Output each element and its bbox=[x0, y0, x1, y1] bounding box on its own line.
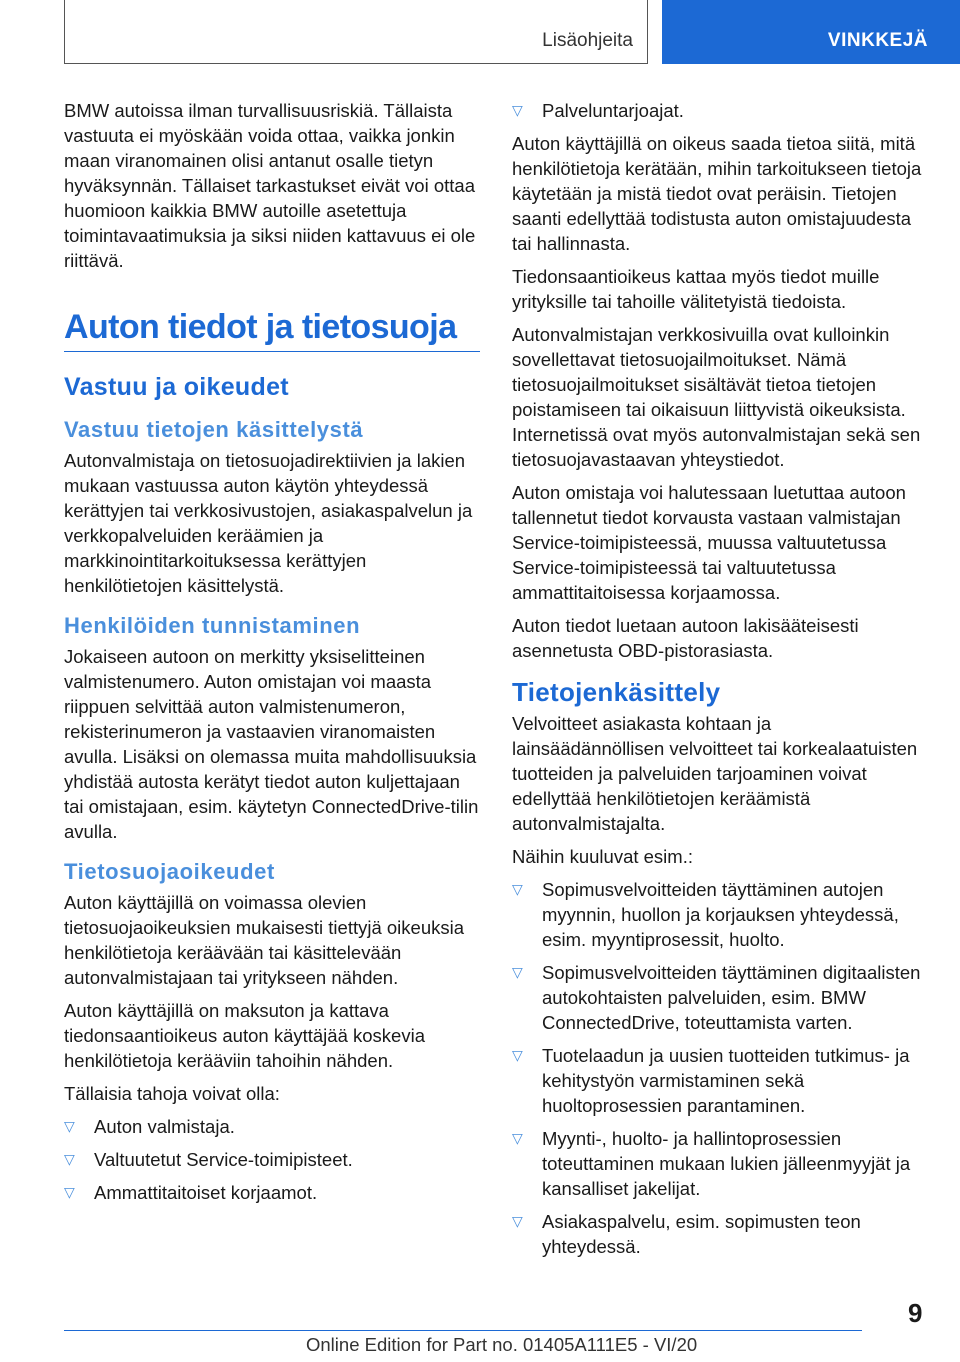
paragraph-data-readout: Auton omistaja voi halutessaan luetuttaa autoon tallennetut tiedot korvausta vastaan valmistajan Service-toimipisteessä, muussa valtuutetussa Service-toimipisteessä tai valtuutetussa ammattitaitoisessa korjaamossa. bbox=[512, 482, 906, 603]
triangle-down-icon: ▽ bbox=[512, 1047, 523, 1063]
triangle-down-icon: ▽ bbox=[512, 1213, 523, 1229]
header-tab bbox=[662, 0, 960, 64]
paragraph-privacy-rights-2: Auton käyttäjillä on maksuton ja kattava tiedonsaantioikeus auton käyttäjää koskevia henkilötietoja kerääviin tahoihin nähden. bbox=[64, 1000, 425, 1071]
list-item: ▽ Sopimusvelvoitteiden täyttäminen digitaalisten autokohtaisten palveluiden, esim. BMW ConnectedDrive, toteuttamista varten. bbox=[512, 962, 921, 1033]
list-item: ▽ Palveluntarjoajat. bbox=[512, 100, 684, 121]
subheading-identification: Henkilöiden tunnistaminen bbox=[64, 613, 361, 638]
list-item: ▽ Myynti-, huolto- ja hallintoprosessien toteuttaminen mukaan lukien jälleenmyyjät ja kansalliset jakelijat. bbox=[512, 1128, 911, 1199]
triangle-down-icon: ▽ bbox=[512, 964, 523, 980]
main-title: Auton tiedot ja tietosuoja bbox=[64, 307, 480, 352]
header-section-box bbox=[64, 0, 648, 64]
list-item: ▽ Tuotelaadun ja uusien tuotteiden tutkimus- ja kehitystyön varmistaminen sekä huoltoprosessien parantaminen. bbox=[512, 1045, 910, 1116]
list-item: ▽ Asiakaspalvelu, esim. sopimusten teon yhteydessä. bbox=[512, 1211, 861, 1257]
section-title-rights: Vastuu ja oikeudet bbox=[64, 373, 289, 401]
triangle-down-icon: ▽ bbox=[64, 1151, 75, 1167]
footer-divider bbox=[64, 1330, 862, 1331]
footer-edition-text: Online Edition for Part no. 01405A111E5 - VI/20 bbox=[306, 1334, 698, 1355]
intro-paragraph: BMW autoissa ilman turvallisuusriskiä. Tällaista vastuuta ei myöskään voida ottaa, vaikka jonkin maan viranomainen olisi antanut osalle tietyn hyväksynnän. Tällaiset tarkastukset eivät voi ottaa huomioon kaikkia BMW autoille asetettuja toimintavaatimuksia ja siksi niiden kattavuus ei ole riittävä. bbox=[64, 100, 476, 271]
paragraph-privacy-rights-3: Tällaisia tahoja voivat olla: bbox=[64, 1083, 280, 1104]
paragraph-access-scope: Tiedonsaantioikeus kattaa myös tiedot muille yrityksille tai tahoille välitetyistä tiedoista. bbox=[512, 266, 880, 312]
list-item: ▽ Sopimusvelvoitteiden täyttäminen autojen myynnin, huollon ja korjauksen yhteydessä, esim. myyntiprosessit, huolto. bbox=[512, 879, 899, 950]
triangle-down-icon: ▽ bbox=[64, 1118, 75, 1134]
triangle-down-icon: ▽ bbox=[64, 1184, 75, 1200]
left-column bbox=[64, 98, 480, 1213]
triangle-down-icon: ▽ bbox=[512, 881, 523, 897]
paragraph-processing: Velvoitteet asiakasta kohtaan ja lainsäädännöllisen velvoitteet tai korkealaatuisten tuotteiden ja palveluiden tarjoaminen voivat edellyttää henkilötietojen keräämistä autonvalmistajalta. bbox=[512, 713, 918, 834]
paragraph-obd: Auton tiedot luetaan autoon lakisääteisesti asennetusta OBD-pistorasiasta. bbox=[512, 615, 859, 661]
triangle-down-icon: ▽ bbox=[512, 1130, 523, 1146]
right-column bbox=[512, 98, 926, 1267]
subheading-privacy-rights: Tietosuojaoikeudet bbox=[64, 859, 275, 884]
list-item: ▽ Ammattitaitoiset korjaamot. bbox=[64, 1182, 318, 1203]
triangle-down-icon: ▽ bbox=[512, 102, 523, 118]
list-item: ▽ Valtuutetut Service-toimipisteet. bbox=[64, 1149, 353, 1170]
header-section-label: Lisäohjeita bbox=[542, 30, 633, 51]
paragraph-access-right: Auton käyttäjillä on oikeus saada tietoa siitä, mitä henkilötietoja kerätään, mihin tarkoitukseen tietoja käytetään ja mistä tiedot ovat peräisin. Tietojen saanti edellyttää todistusta auton omistajuudesta tai hallinnasta. bbox=[512, 133, 922, 254]
header-tab-label: VINKKEJÄ bbox=[827, 30, 928, 51]
section-title-processing: Tietojenkäsittely bbox=[512, 677, 721, 707]
paragraph-privacy-rights-1: Auton käyttäjillä on voimassa olevien tietosuojaoikeuksien mukaisesti tiettyjä oikeuksia henkilötietoja keräävään tai käsittelevään autonvalmistajaan tai yritykseen nähden. bbox=[64, 892, 465, 988]
page-number: 9 bbox=[908, 1298, 923, 1328]
paragraph-data-handling: Autonvalmistaja on tietosuojadirektiivien ja lakien mukaan vastuussa auton käytön yhteydessä kerättyjen tai verkkosivustojen, asiakaspalvelun ja verkkopalveluiden keräämien ja markkinointitarkoituksessa kerättyjen henkilötietojen käsittelystä. bbox=[64, 450, 473, 596]
list-item: ▽ Auton valmistaja. bbox=[64, 1116, 235, 1137]
paragraph-privacy-notices: Autonvalmistajan verkkosivuilla ovat kulloinkin sovellettavat tietosuojailmoitukset. Nämä tietosuojailmoitukset sisältävät tietoa tietojen poistamiseen tai oikaisuun liittyvistä oikeuksista. Internetissä ovat myös autonvalmistajan sekä sen tietosuojavastaavan yhteystiedot. bbox=[512, 324, 921, 470]
subheading-data-handling: Vastuu tietojen käsittelystä bbox=[64, 417, 364, 442]
paragraph-identification: Jokaiseen autoon on merkitty yksiselitteinen valmistenumero. Auton omistajan voi maasta riippuen selvittää auton valmistenumeron, rekisterinumeron ja vastaavien viranomaisten avulla. Lisäksi on olemassa muita mahdollisuuksia yhdistää autosta kerätyt tiedot auton kuljettajaan tai omistajaan, esim. käytetyn ConnectedDrive-tilin avulla. bbox=[64, 646, 479, 842]
paragraph-examples: Näihin kuuluvat esim.: bbox=[512, 846, 693, 867]
